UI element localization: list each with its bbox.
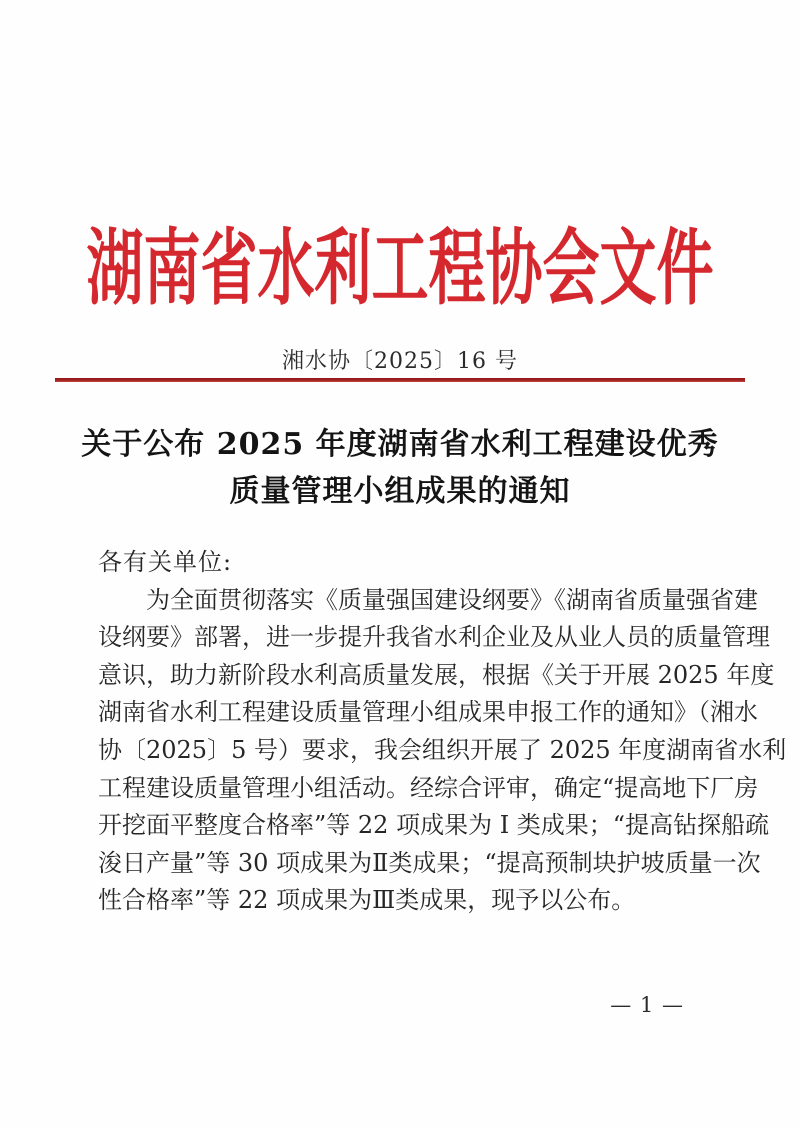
body-paragraph bbox=[98, 582, 787, 920]
red-divider-line bbox=[55, 378, 745, 382]
body-line: 开挖面平整度合格率”等 22 项成果为 Ⅰ 类成果；“提高钻探船疏 bbox=[98, 811, 770, 840]
notice-title bbox=[0, 421, 800, 515]
body-line: 协〔2025〕5 号）要求，我会组织开展了 2025 年度湖南省水利 bbox=[98, 735, 787, 764]
notice-title-line1: 关于公布 2025 年度湖南省水利工程建设优秀 bbox=[81, 427, 719, 462]
body-line: 意识，助力新阶段水利高质量发展，根据《关于开展 2025 年度 bbox=[98, 660, 775, 689]
salutation: 各有关单位: bbox=[98, 548, 233, 576]
body-line: 性合格率”等 22 项成果为Ⅲ类成果，现予以公布。 bbox=[98, 886, 636, 915]
body-line: 设纲要》部署，进一步提升我省水利企业及从业人员的质量管理 bbox=[98, 623, 770, 652]
body-line: 为全面贯彻落实《质量强国建设纲要》《湖南省质量强省建 bbox=[146, 585, 758, 614]
body-line: 工程建设质量管理小组活动。经综合评审，确定“提高地下厂房 bbox=[98, 773, 759, 802]
letterhead-org-title: 湖南省水利工程协会文件 bbox=[86, 219, 714, 317]
body-line: 湖南省水利工程建设质量管理小组成果申报工作的通知》（湘水 bbox=[98, 698, 758, 727]
page-number: — 1 — bbox=[610, 993, 684, 1017]
notice-title-line2: 质量管理小组成果的通知 bbox=[229, 474, 571, 509]
notice-body bbox=[98, 544, 787, 920]
body-line: 浚日产量”等 30 项成果为Ⅱ类成果；“提高预制块护坡质量一次 bbox=[98, 848, 761, 877]
document-number: 湘水协〔2025〕16 号 bbox=[282, 349, 518, 374]
